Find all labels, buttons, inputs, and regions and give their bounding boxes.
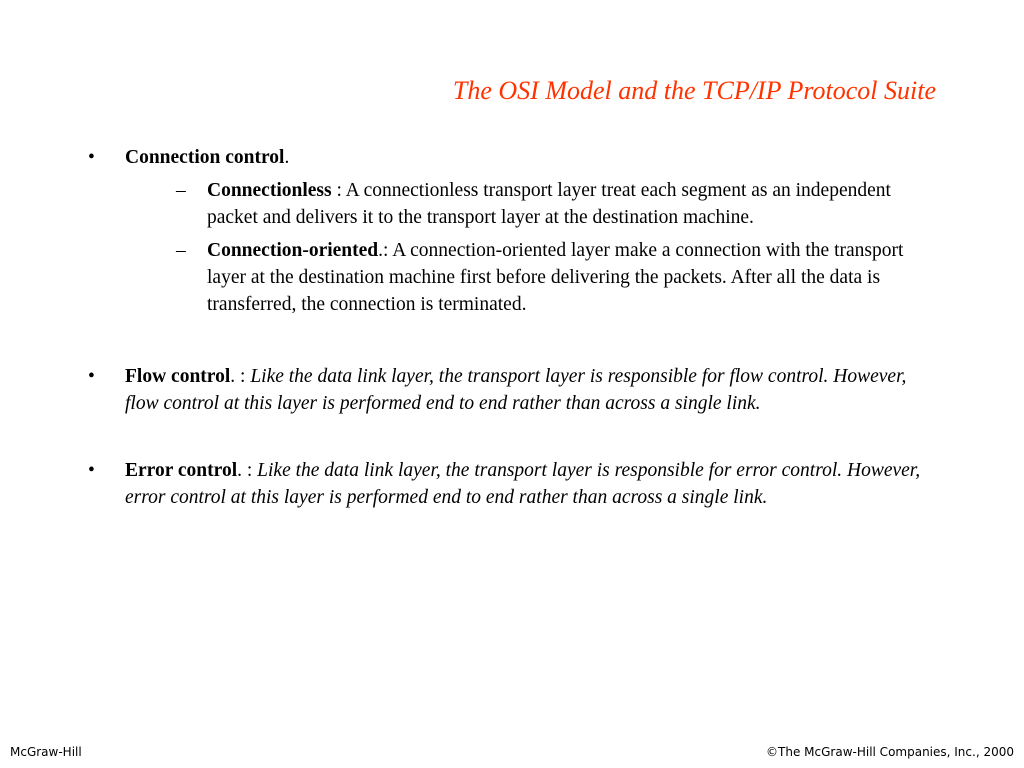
- sub-heading: Connectionless: [207, 180, 332, 201]
- bullet-flow-control: [88, 363, 938, 417]
- slide-title: The OSI Model and the TCP/IP Protocol Suite: [452, 76, 936, 105]
- slide-content: [88, 144, 938, 511]
- bullet-dot: •: [88, 366, 95, 387]
- bullet-heading: Connection control: [125, 147, 285, 168]
- sub-list: [125, 177, 938, 318]
- bullet-connection-control: [88, 144, 938, 318]
- bullet-body: Like the data link layer, the transport layer is responsible for flow control. However, flow control at this layer is performed end to end rather than across a single link.: [125, 366, 907, 414]
- bullet-error-control: [88, 457, 938, 511]
- footer-copyright: ©The McGraw-Hill Companies, Inc., 2000: [766, 745, 1014, 759]
- bullet-separator: . :: [237, 460, 258, 481]
- bullet-heading: Error control: [125, 460, 238, 481]
- sub-dash: –: [176, 240, 186, 261]
- sub-heading: Connection-oriented: [207, 240, 379, 261]
- sub-text: : A connectionless transport layer treat each segment as an independent packet and delivers it to the transport layer at the destination machine.: [207, 180, 891, 228]
- bullet-dot: •: [88, 460, 95, 481]
- sub-bullet-connection-oriented: [125, 237, 938, 318]
- bullet-dot: •: [88, 147, 95, 168]
- sub-text: .: A connection-oriented layer make a connection with the transport layer at the destination machine first before delivering the packets. After all the data is transferred, the connection is terminated.: [207, 240, 904, 315]
- bullet-heading: Flow control: [125, 366, 231, 387]
- sub-bullet-connectionless: [125, 177, 938, 231]
- bullet-separator: . :: [230, 366, 251, 387]
- bullet-body: Like the data link layer, the transport layer is responsible for error control. However, error control at this layer is performed end to end rather than across a single link.: [125, 460, 921, 508]
- bullet-heading-suffix: .: [284, 147, 290, 168]
- footer-publisher: McGraw-Hill: [10, 745, 82, 759]
- sub-dash: –: [176, 180, 186, 201]
